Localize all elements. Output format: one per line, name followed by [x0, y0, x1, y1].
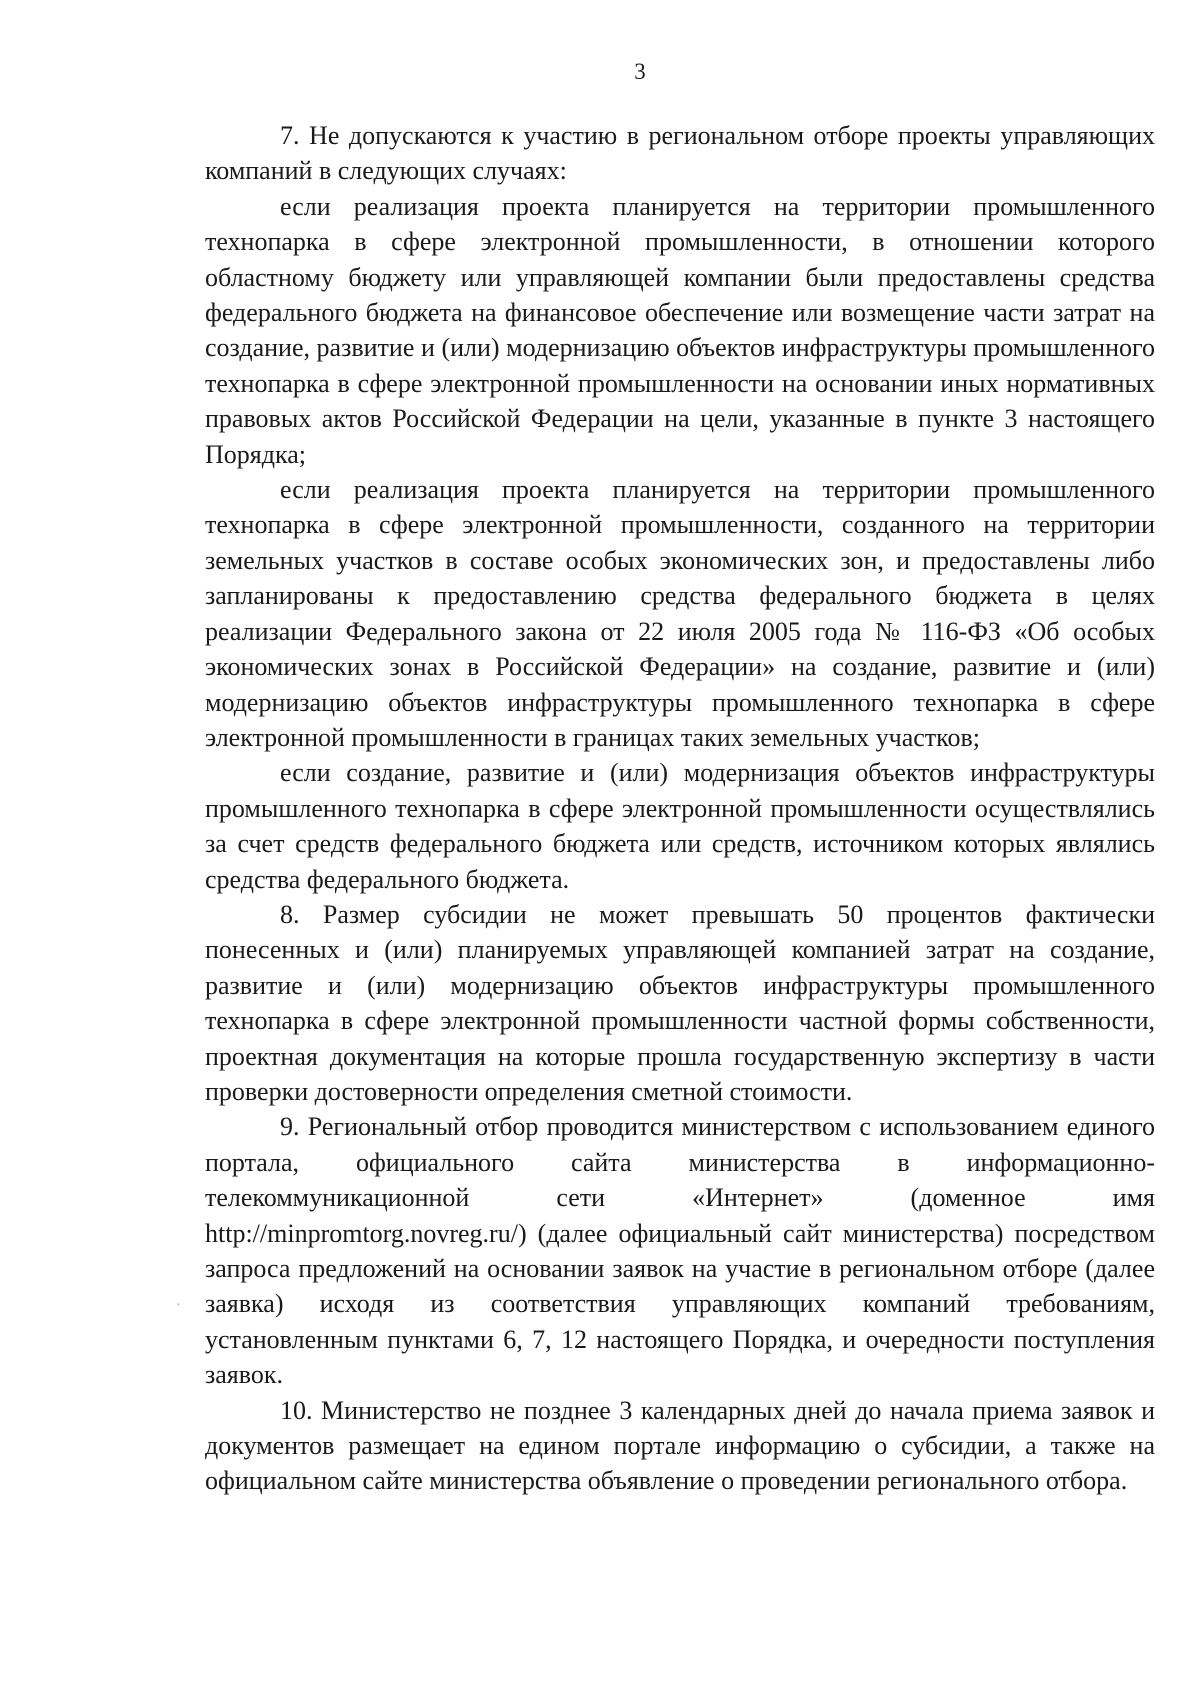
paragraph-case-1: если реализация проекта планируется на территории промышленного технопарка в сфере электронной промышленности, в отношении которого областному бюджету или управляющей компании были предоставлены средства федерального бюджета на финансовое обеспечение или возмещение части затрат на создание, развитие и (или) модернизацию объектов инфраструктуры промышленного технопарка в сфере электронной промышленности на основании иных нормативных правовых актов Российской Федерации на цели, указанные в пункте 3 настоящего Порядка; [205, 191, 1155, 469]
paragraph-case-3: если создание, развитие и (или) модернизация объектов инфраструктуры промышленного технопарка в сфере электронной промышленности осуществлялись за счет средств федерального бюджета или средств, источником которых являлись средства федерального бюджета. [205, 758, 1155, 894]
paragraph-item-9: 9. Региональный отбор проводится министерством с использованием единого портала, официального сайта министерства в информационно-телекоммуникационной сети «Интернет» (доменное имя http://minpromtorg.novreg.ru/) (далее официальный сайт министерства) посредством запроса предложений на основании заявок на участие в региональном отборе (далее заявка) исходя из соответствия управляющих компаний требованиям, установленным пунктами 6, 7, 12 настоящего Порядка, и очередности поступления заявок. [205, 1112, 1155, 1390]
document-body [205, 118, 1155, 1499]
paragraph-case-2: если реализация проекта планируется на территории промышленного технопарка в сфере электронной промышленности, созданного на территории земельных участков в составе особых экономических зон, и предоставлены либо запланированы к предоставлению средства федерального бюджета в целях реализации Федерального закона от 22 июля 2005 года № 116-ФЗ «Об особых экономических зонах в Российской Федерации» на создание, развитие и (или) модернизацию объектов инфраструктуры промышленного технопарка в сфере электронной промышленности в границах таких земельных участков; [205, 475, 1155, 752]
page-number: 3 [634, 59, 646, 84]
paragraph-item-7: 7. Не допускаются к участию в региональном отборе проекты управляющих компаний в следующих случаях: [205, 121, 1155, 186]
paragraph-item-10: 10. Министерство не позднее 3 календарных дней до начала приема заявок и документов размещает на едином портале информацию о субсидии, а также на официальном сайте министерства объявление о проведении регионального отбора. [205, 1395, 1155, 1496]
paragraph-item-8: 8. Размер субсидии не может превышать 50 процентов фактически понесенных и (или) планируемых управляющей компанией затрат на создание, развитие и (или) модернизацию объектов инфраструктуры промышленного технопарка в сфере электронной промышленности частной формы собственности, проектная документация на которые прошла государственную экспертизу в части проверки достоверности определения сметной стоимости. [205, 899, 1155, 1106]
margin-mark: · [176, 1298, 181, 1313]
